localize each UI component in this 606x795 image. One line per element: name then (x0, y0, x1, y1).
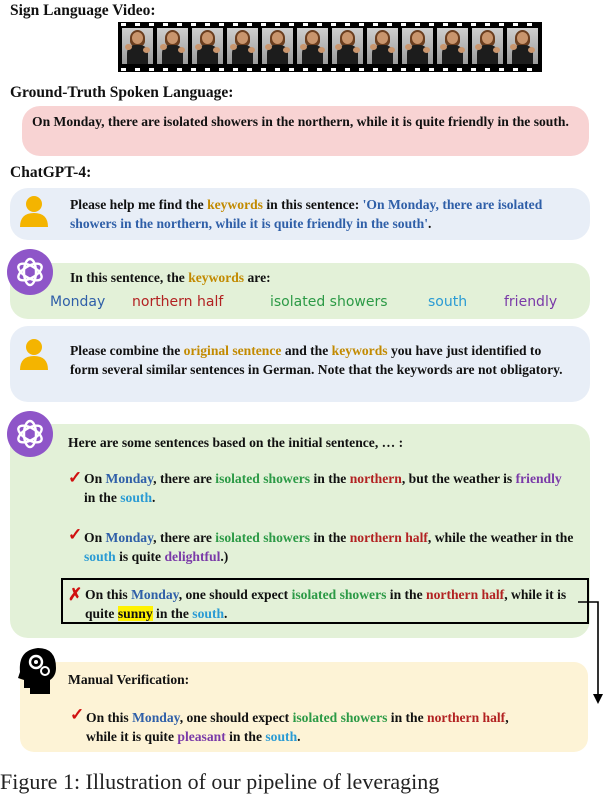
keyword-northern-half: northern half (132, 294, 224, 310)
video-frame (227, 28, 258, 64)
film-perforation (261, 23, 266, 26)
film-perforation (471, 68, 476, 71)
film-perforation (429, 23, 434, 26)
film-perforation (149, 68, 154, 71)
openai-icon (6, 248, 54, 296)
film-perforation (303, 68, 308, 71)
check-icon: ✓ (70, 705, 85, 724)
film-perforation (163, 23, 168, 26)
check-icon: ✓ (68, 468, 83, 487)
film-perforation (331, 68, 336, 71)
user-message-2-text: Please combine the original sentence and the keywords you have just identified to form several similar sentences in German. Note that the keywords are not obligatory. (70, 343, 563, 377)
video-frame (157, 28, 188, 64)
rejected-suggestion-box (61, 578, 589, 624)
film-perforation (415, 68, 420, 71)
video-frame (332, 28, 363, 64)
check-icon: ✓ (68, 525, 83, 544)
film-perforation (373, 68, 378, 71)
user-icon (16, 193, 52, 233)
video-frame (507, 28, 538, 64)
film-perforation (401, 23, 406, 26)
film-perforation (457, 68, 462, 71)
ground-truth-text: On Monday, there are isolated showers in the northern, while it is quite friendly in the south. (32, 114, 569, 129)
film-perforation (289, 68, 294, 71)
film-perforation (303, 23, 308, 26)
film-perforation (191, 23, 196, 26)
bot-message-1-text: In this sentence, the keywords are: (70, 270, 271, 285)
film-perforation (443, 68, 448, 71)
video-frame (297, 28, 328, 64)
film-perforation (163, 68, 168, 71)
film-perforation (429, 68, 434, 71)
openai-icon (6, 410, 54, 458)
film-perforation (387, 68, 392, 71)
video-heading: Sign Language Video: (10, 2, 156, 19)
film-perforation (261, 68, 266, 71)
video-frame (472, 28, 503, 64)
bot-message-2-intro: Here are some sentences based on the initial sentence, … : (68, 435, 404, 450)
keyword-monday: Monday (50, 294, 106, 310)
film-perforation (359, 23, 364, 26)
head-gears-icon (12, 644, 62, 696)
keyword-isolated-showers: isolated showers (270, 294, 388, 310)
film-perforation (233, 23, 238, 26)
film-perforation (373, 23, 378, 26)
film-perforation (191, 68, 196, 71)
film-perforation (219, 23, 224, 26)
film-perforation (513, 68, 518, 71)
film-perforation (247, 68, 252, 71)
film-perforation (527, 68, 532, 71)
film-perforation (513, 23, 518, 26)
film-perforation (177, 23, 182, 26)
film-perforation (275, 68, 280, 71)
suggestion-3: On this Monday, one should expect isolated showers in the northern half, while it is quite sunny in the south. (85, 587, 567, 621)
film-perforation (471, 23, 476, 26)
film-perforation (415, 23, 420, 26)
film-perforation (121, 68, 126, 71)
film-perforation (177, 68, 182, 71)
film-perforation (233, 68, 238, 71)
film-perforation (443, 23, 448, 26)
user-message-2 (10, 326, 590, 402)
video-frame (437, 28, 468, 64)
film-strip-icon (118, 22, 542, 72)
keyword-south: south (428, 294, 468, 310)
film-perforation (135, 23, 140, 26)
bot-message-2 (10, 424, 590, 638)
cross-icon: ✗ (68, 585, 83, 604)
figure-caption: Figure 1: Illustration of our pipeline of leveraging (0, 769, 440, 794)
suggestion-1: On Monday, there are isolated showers in the northern, but the weather is friendly in the south. (84, 471, 562, 505)
film-perforation (345, 68, 350, 71)
film-perforation (499, 68, 504, 71)
film-perforation (485, 23, 490, 26)
manual-verification-box (20, 662, 588, 752)
user-message-1-text: Please help me find the keywords in this sentence: 'On Monday, there are isolated showers in the northern, while it is quite friendly in the south'. (70, 197, 543, 231)
film-perforation (205, 23, 210, 26)
film-perforation (485, 68, 490, 71)
video-frame (367, 28, 398, 64)
film-perforation (457, 23, 462, 26)
film-perforation (247, 23, 252, 26)
manual-verification-title: Manual Verification: (68, 672, 190, 687)
film-perforation (345, 23, 350, 26)
chatgpt-heading: ChatGPT-4: (10, 164, 92, 181)
video-frame (122, 28, 153, 64)
film-perforation (121, 23, 126, 26)
bot-message-1 (10, 263, 590, 319)
film-perforation (499, 23, 504, 26)
suggestion-2: On Monday, there are isolated showers in the northern half, while the weather in the south is quite delightful.) (84, 530, 574, 564)
film-perforation (331, 23, 336, 26)
manual-verification-text: On this Monday, one should expect isolated showers in the northern half, while it is quite pleasant in the south. (86, 710, 509, 744)
film-perforation (527, 23, 532, 26)
film-perforation (149, 23, 154, 26)
film-perforation (289, 23, 294, 26)
video-frame (192, 28, 223, 64)
film-perforation (205, 68, 210, 71)
user-message-1 (10, 188, 590, 240)
film-perforation (219, 68, 224, 71)
film-perforation (135, 68, 140, 71)
user-icon (16, 336, 52, 376)
film-perforation (359, 68, 364, 71)
ground-truth-heading: Ground-Truth Spoken Language: (10, 84, 234, 101)
film-perforation (317, 23, 322, 26)
film-perforation (275, 23, 280, 26)
video-frame (262, 28, 293, 64)
film-perforation (401, 68, 406, 71)
film-perforation (317, 68, 322, 71)
ground-truth-box (22, 106, 589, 156)
video-frame (402, 28, 433, 64)
keyword-friendly: friendly (504, 294, 558, 310)
film-perforation (387, 23, 392, 26)
